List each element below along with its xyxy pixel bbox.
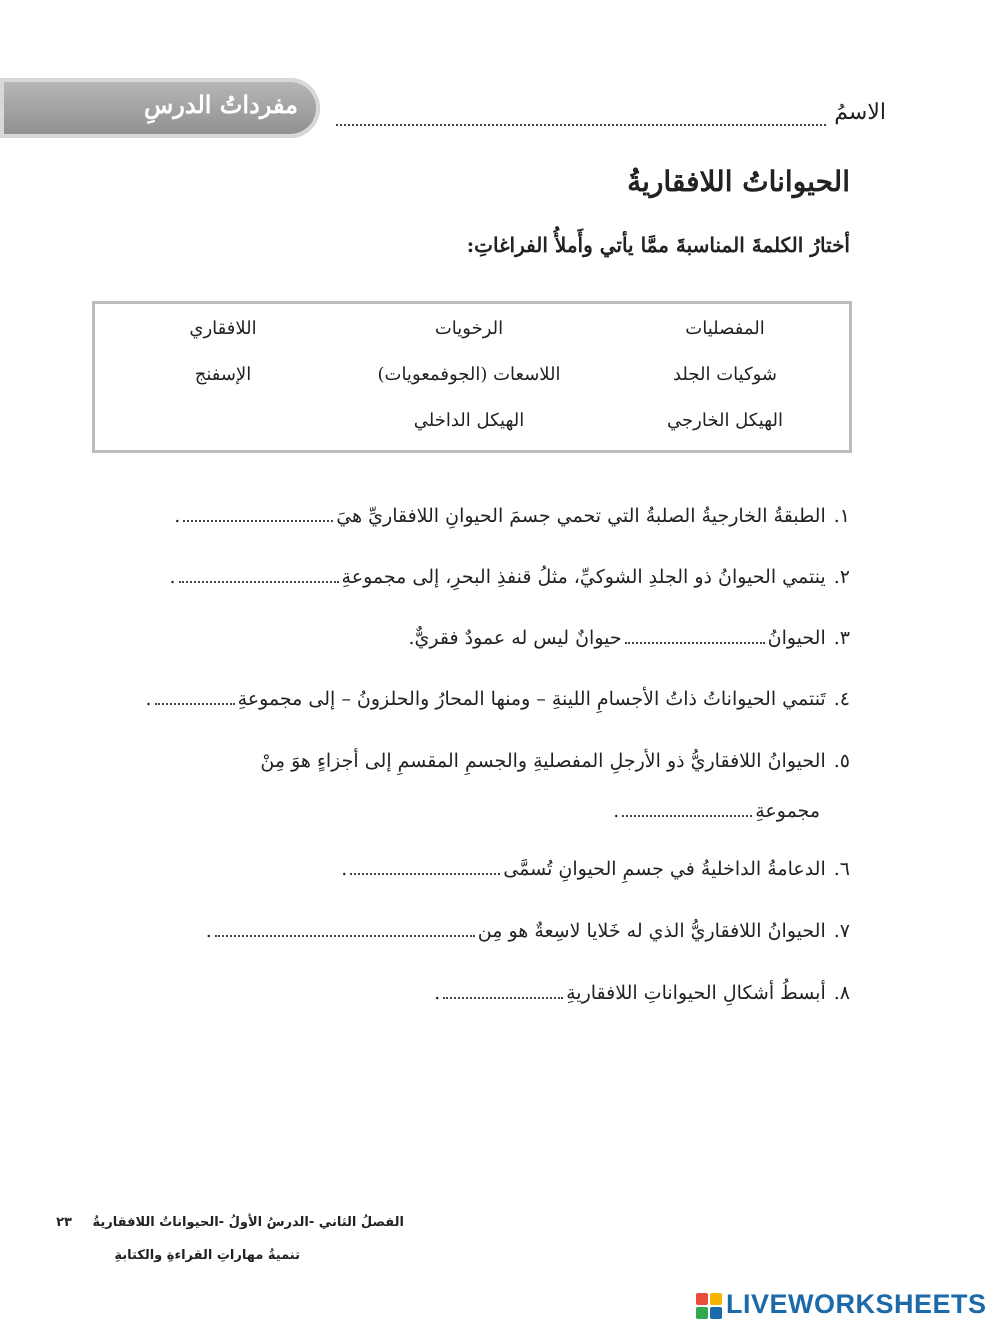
question-8 <box>434 982 850 1004</box>
answer-blank[interactable] <box>625 641 765 644</box>
liveworksheets-logo <box>696 1289 994 1323</box>
footer-chapter-line <box>56 1215 404 1230</box>
brand-name: LIVEWORKSHEETS <box>726 1289 987 1319</box>
word-bank-item: الهيكل الخارجي <box>667 410 783 431</box>
question-1 <box>174 505 850 527</box>
question-number: ٧. <box>833 920 850 942</box>
question-number: ٢. <box>833 566 850 588</box>
answer-blank[interactable] <box>622 814 752 817</box>
logo-tile <box>710 1307 722 1319</box>
name-label: الاسمُ <box>834 100 886 125</box>
word-bank-item: المفصليات <box>685 318 765 339</box>
word-bank-item: اللاسعات (الجوفمعويات) <box>377 364 561 385</box>
question-end: حيوانٌ ليس له عمودٌ فقريٌّ. <box>408 627 622 649</box>
word-bank-item: الهيكل الداخلي <box>413 410 525 431</box>
page-number: ٢٣ <box>56 1215 72 1230</box>
question-end: . <box>205 920 212 942</box>
question-text: مجموعةِ <box>755 800 820 822</box>
word-bank-item: الرخويات <box>434 318 504 339</box>
question-number: ٨. <box>833 982 850 1004</box>
question-end: . <box>145 688 152 710</box>
question-5-line-2 <box>613 800 820 822</box>
question-end: . <box>434 982 441 1004</box>
word-bank-item: شوكيات الجلد <box>672 364 778 385</box>
word-bank-item: الإسفنج <box>194 364 252 385</box>
question-number: ٦. <box>833 858 850 880</box>
question-text: الطبقةُ الخارجيةُ الصلبةُ التي تحمي جسمَ الحيوانِ اللافقاريِّ هيَ <box>336 505 826 527</box>
question-number: ١. <box>833 505 850 527</box>
instruction-text: أختارُ الكلمةَ المناسبةَ ممَّا يأتي وأَملأُ الفراغاتِ: <box>466 233 850 257</box>
name-input-line[interactable] <box>336 124 826 126</box>
word-bank-item: اللافقاري <box>189 318 257 339</box>
question-3 <box>409 627 850 649</box>
question-text: الحيوانُ اللافقاريُّ الذي له خَلايا لاسِعةٌ هو مِن <box>477 920 826 942</box>
question-text: الدعامةُ الداخليةُ في جسمِ الحيوانِ تُسمَّى <box>503 858 826 880</box>
question-text: الحيوانُ <box>767 627 826 649</box>
answer-blank[interactable] <box>179 580 339 583</box>
logo-tile <box>696 1307 708 1319</box>
footer-series: تنميةُ مهاراتِ القراءةِ والكتابةِ <box>114 1248 300 1263</box>
logo-tile <box>696 1293 708 1305</box>
question-number: ٥. <box>833 750 850 772</box>
question-text: أبسطُ أشكالِ الحيواناتِ اللافقاريةِ <box>566 982 826 1004</box>
question-6 <box>341 858 850 880</box>
answer-blank[interactable] <box>183 519 333 522</box>
question-7 <box>206 920 850 942</box>
footer-chapter: الفصلُ الثاني -الدرسُ الأولُ -الحيواناتُ اللافقاريةُ <box>92 1215 404 1230</box>
question-number: ٤. <box>833 688 850 710</box>
question-5 <box>260 750 850 772</box>
question-text: ينتمي الحيوانُ ذو الجلدِ الشوكيِّ، مثلُ قنفذِ البحرِ، إلى مجموعةِ <box>341 566 826 588</box>
question-number: ٣. <box>833 627 850 649</box>
tab-label: مفرداتُ الدرسِ <box>143 90 298 119</box>
question-end: . <box>169 566 176 588</box>
answer-blank[interactable] <box>155 702 235 705</box>
question-2 <box>170 566 851 588</box>
logo-tile <box>710 1293 722 1305</box>
page-title: الحيواناتُ اللافقاريةُ <box>627 165 850 198</box>
name-field-row <box>336 100 886 140</box>
question-end: . <box>341 858 348 880</box>
answer-blank[interactable] <box>215 934 475 937</box>
lesson-vocabulary-tab <box>0 78 320 138</box>
question-4 <box>146 688 850 710</box>
question-end: . <box>613 800 620 822</box>
question-end: . <box>174 505 181 527</box>
question-text: تَنتمي الحيواناتُ ذاتُ الأجسامِ اللينةِ – ومنها المحارُ والحلزونُ – إلى مجموعةِ <box>237 688 826 710</box>
liveworksheets-icon <box>696 1293 722 1319</box>
answer-blank[interactable] <box>443 996 563 999</box>
answer-blank[interactable] <box>350 872 500 875</box>
word-bank-box <box>92 301 852 453</box>
question-text: الحيوانُ اللافقاريُّ ذو الأرجلِ المفصليةِ والجسمِ المقسمِ إلى أجزاءٍ هوَ مِنْ <box>260 750 826 772</box>
